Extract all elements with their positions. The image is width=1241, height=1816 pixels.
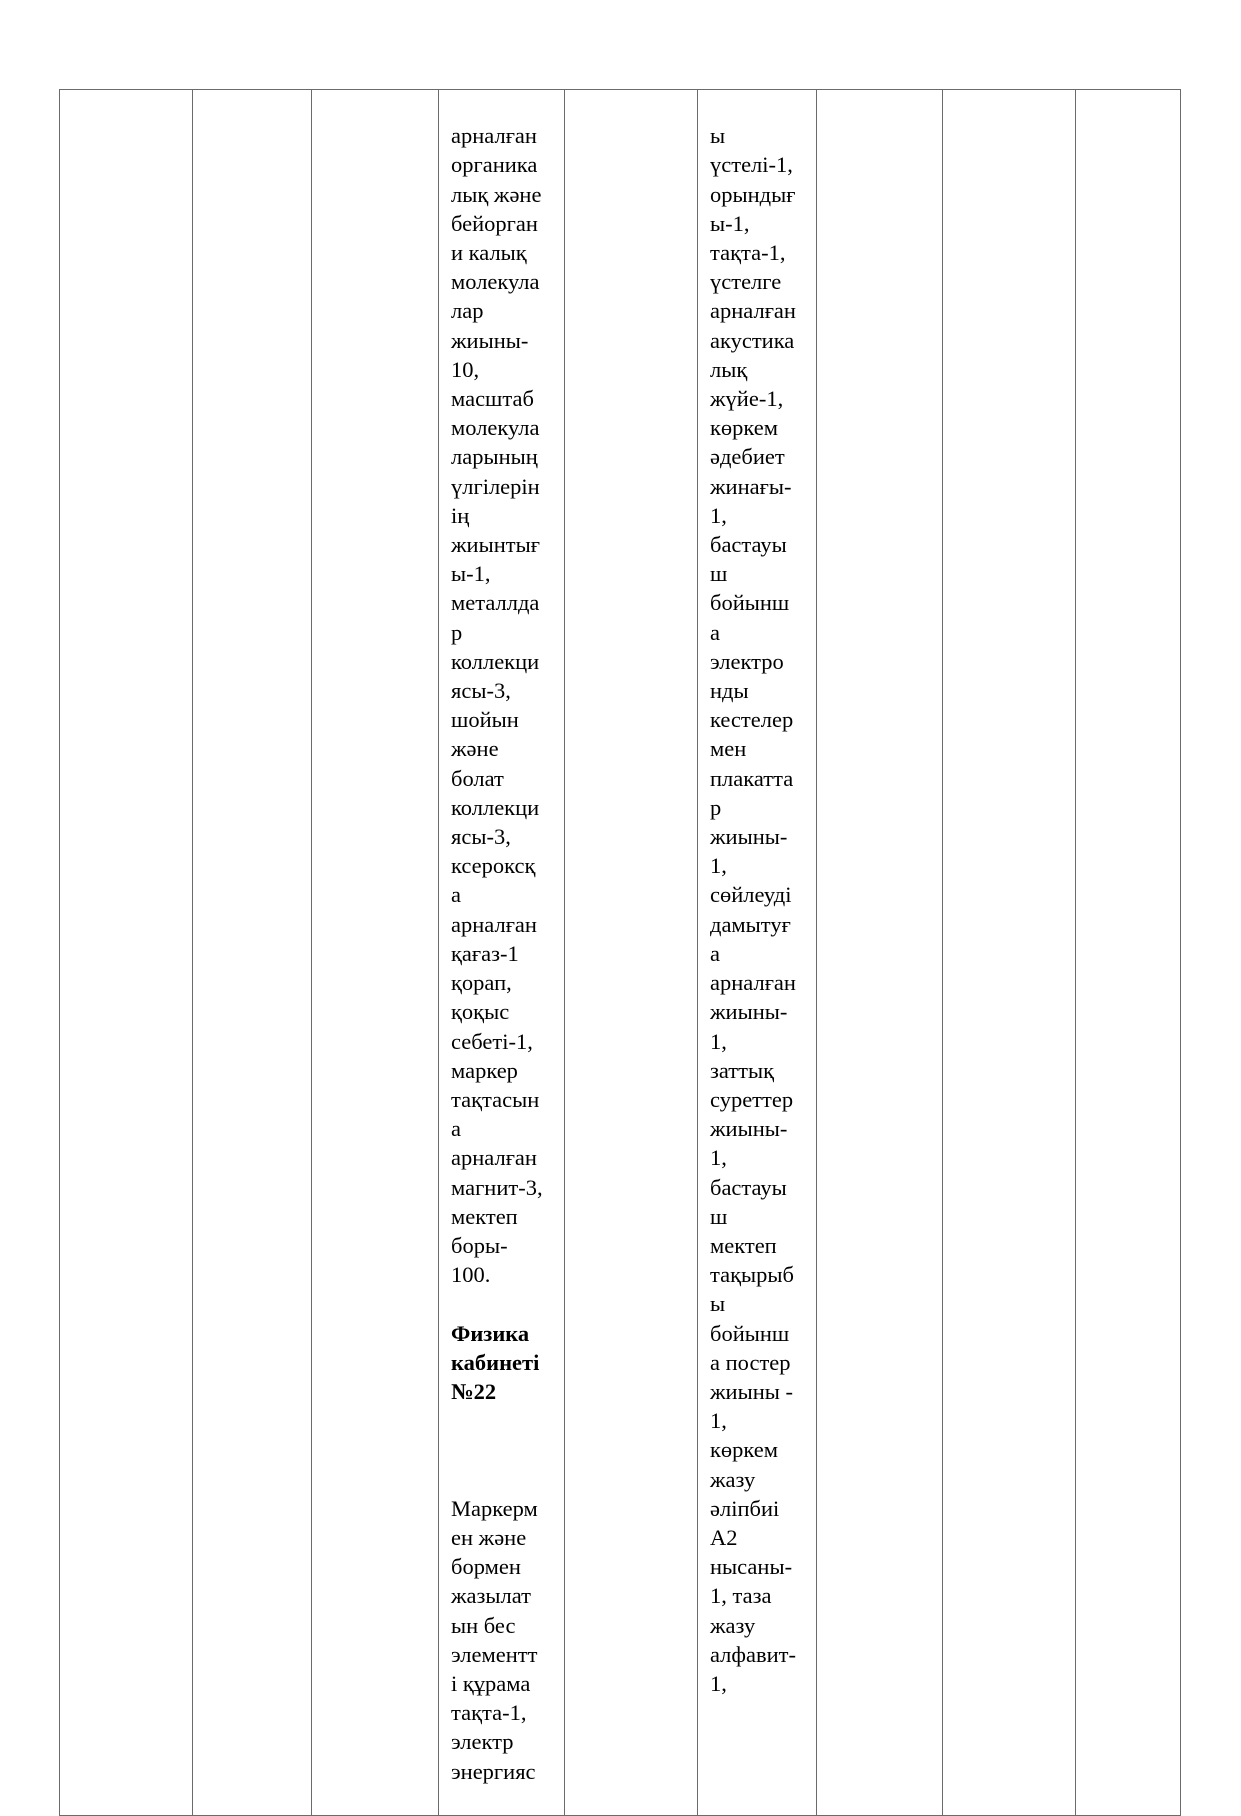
text-line: а (710, 619, 720, 645)
text-line: ясы-3, (451, 824, 511, 850)
text-line: металлда (451, 590, 540, 616)
table-cell-col2 (193, 90, 312, 1816)
equipment-lines (451, 121, 564, 1289)
text-line: коллекци (451, 648, 540, 674)
text-line: ш (710, 1203, 728, 1229)
text-line: 1, (710, 1408, 727, 1434)
text-line: арналған (710, 970, 796, 996)
text-line: сөйлеуді (710, 882, 792, 908)
text-line: алфавит- (710, 1641, 796, 1667)
text-line: і құрама (451, 1670, 531, 1696)
text-line: акустика (710, 327, 795, 353)
text-line: электр (451, 1729, 514, 1755)
text-line: ы-1, (710, 210, 750, 236)
table-row (60, 90, 1181, 1816)
table-cell-col3 (312, 90, 439, 1816)
text-line: жиыны- (451, 327, 529, 353)
text-line: нысаны- (710, 1554, 793, 1580)
text-line: бастауы (710, 532, 787, 558)
text-line: плакатта (710, 765, 794, 791)
text-line: себеті-1, (451, 1028, 533, 1054)
text-line: арналған (451, 1145, 537, 1171)
spacer (451, 1435, 564, 1464)
text-line: а (451, 1116, 461, 1142)
text-line: шойын (451, 707, 519, 733)
text-line: жиыны- (710, 999, 788, 1025)
text-line: дамытуғ (710, 911, 791, 937)
text-line: тақтасын (451, 1086, 540, 1112)
text-line: үстелі-1, (710, 152, 793, 178)
text-line: ы (710, 123, 726, 149)
table-cell-furniture-list (698, 90, 817, 1816)
text-line: арналған (710, 298, 796, 324)
text-line: мектеп (710, 1232, 777, 1258)
text-line: 1, (710, 853, 727, 879)
furniture-lines (710, 121, 816, 1698)
text-line: энергияс (451, 1758, 536, 1784)
text-line: элементт (451, 1641, 538, 1667)
text-line: р (710, 794, 722, 820)
text-line: магнит-3, (451, 1174, 543, 1200)
text-line: 10, (451, 356, 480, 382)
text-line: а (451, 882, 461, 908)
text-line: жинағы- (710, 473, 792, 499)
physics-cabinet-heading (451, 1319, 564, 1407)
text-line: жүйе-1, (710, 386, 784, 412)
text-line: жиынтығ (451, 532, 540, 558)
text-line: кестелер (710, 707, 794, 733)
text-line: көркем (710, 415, 779, 441)
text-line: суреттер (710, 1086, 794, 1112)
text-line: болат (451, 765, 504, 791)
text-line: үстелге (710, 269, 782, 295)
text-line: лар (451, 298, 484, 324)
text-line: қағаз-1 (451, 940, 519, 966)
text-line: ің (451, 502, 470, 528)
text-line: арналған (451, 911, 537, 937)
text-line: бойынш (710, 590, 790, 616)
text-line: қорап, (451, 970, 512, 996)
text-line: қоқыс (451, 999, 510, 1025)
text-line: заттық (710, 1057, 775, 1083)
text-line: маркер (451, 1057, 518, 1083)
text-line: бейорган (451, 210, 538, 236)
text-line: 100. (451, 1262, 491, 1288)
text-line: электро (710, 648, 784, 674)
text-line: ын бес (451, 1612, 516, 1638)
text-line: және (451, 736, 499, 762)
text-line: 1, (710, 1145, 727, 1171)
text-line: нды (710, 678, 749, 704)
text-line: үлгілерін (451, 473, 540, 499)
text-line: №22 (451, 1378, 497, 1404)
text-line: ен және (451, 1524, 527, 1550)
text-line: Маркерм (451, 1495, 538, 1521)
text-line: мектеп (451, 1203, 518, 1229)
text-line: жиыны- (710, 1116, 788, 1142)
equipment-lines-continued (451, 1494, 564, 1786)
text-line: тақырыб (710, 1262, 794, 1288)
text-line: 1, таза (710, 1583, 772, 1609)
text-line: бойынш (710, 1320, 790, 1346)
text-line: органика (451, 152, 538, 178)
text-line: и калық (451, 240, 527, 266)
text-line: жазылат (451, 1583, 532, 1609)
text-line: мен (710, 736, 747, 762)
text-line: әдебиет (710, 444, 785, 470)
text-line: тақта-1, (451, 1700, 527, 1726)
table-cell-col8 (943, 90, 1076, 1816)
text-line: коллекци (451, 794, 540, 820)
text-line: А2 (710, 1524, 738, 1550)
text-line: молекула (451, 269, 540, 295)
text-line: Физика (451, 1320, 530, 1346)
furniture-text (698, 90, 816, 1727)
text-line: бормен (451, 1554, 521, 1580)
text-line: ларының (451, 444, 538, 470)
text-line: ш (710, 561, 728, 587)
text-line: 1, (710, 1028, 727, 1054)
text-line: а постер (710, 1349, 791, 1375)
text-line: лық (710, 356, 748, 382)
table-cell-equipment-list (439, 90, 565, 1816)
text-line: жазу (710, 1466, 756, 1492)
text-line: тақта-1, (710, 240, 786, 266)
text-line: ы-1, (451, 561, 491, 587)
text-line: көркем (710, 1437, 779, 1463)
text-line: 1, (710, 502, 727, 528)
text-line: а (710, 940, 720, 966)
table-cell-col5 (565, 90, 698, 1816)
equipment-text (439, 90, 564, 1815)
text-line: молекула (451, 415, 540, 441)
text-line: жазу (710, 1612, 756, 1638)
text-line: ксероксқ (451, 853, 536, 879)
text-line: ясы-3, (451, 678, 511, 704)
text-line: арналған (451, 123, 537, 149)
text-line: бастауы (710, 1174, 787, 1200)
text-line: боры- (451, 1232, 508, 1258)
text-line: лық және (451, 181, 542, 207)
text-line: жиыны- (710, 824, 788, 850)
table-cell-col9 (1076, 90, 1181, 1816)
text-line: кабинеті (451, 1349, 540, 1375)
text-line: жиыны - (710, 1378, 793, 1404)
text-line: әліпбиі (710, 1495, 780, 1521)
table-cell-col7 (817, 90, 943, 1816)
text-line: ы (710, 1291, 726, 1317)
text-line: орындығ (710, 181, 796, 207)
text-line: масштаб (451, 386, 534, 412)
equipment-table (59, 89, 1181, 1816)
text-line: р (451, 619, 463, 645)
text-line: 1, (710, 1670, 727, 1696)
table-cell-col1 (60, 90, 193, 1816)
